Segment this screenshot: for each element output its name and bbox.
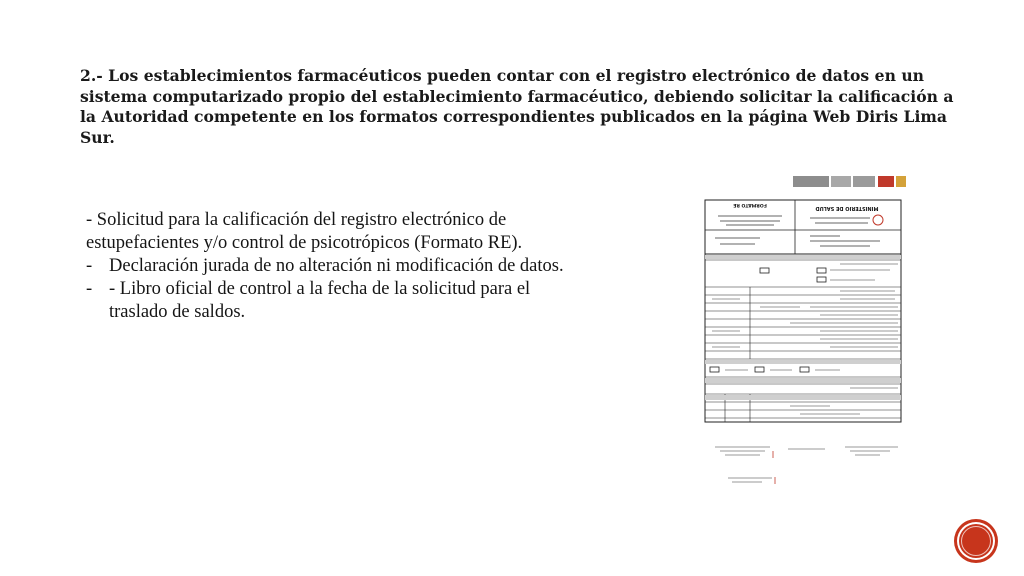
circle-button-icon [961, 526, 991, 556]
form-re-image [700, 172, 910, 492]
slide-heading: 2.- Los establecimientos farmacéuticos pueden contar con el registro electrónico de datos en un sistema computarizado propio del establecimiento farmacéutico, debiendo solicitar la calificación a la Autoridad competente en los formatos correspondientes publicados en la página Web Diris Lima Sur. [80, 66, 954, 147]
list-item: - - Libro oficial de control a la fecha de la solicitud para el traslado de saldos. [86, 278, 576, 324]
form-title-left: MINISTERIO DE SALUD [815, 205, 879, 211]
form-title-right: FORMATO RE [733, 202, 767, 207]
banner-strip [793, 176, 906, 187]
next-slide-button[interactable] [957, 522, 995, 560]
list-item: - Declaración jurada de no alteración ni modificación de datos. [86, 255, 576, 278]
list-item: - Solicitud para la calificación del registro electrónico de estupefacientes y/o control de psicotrópicos (Formato RE). [86, 210, 523, 253]
requirements-list [86, 209, 576, 324]
